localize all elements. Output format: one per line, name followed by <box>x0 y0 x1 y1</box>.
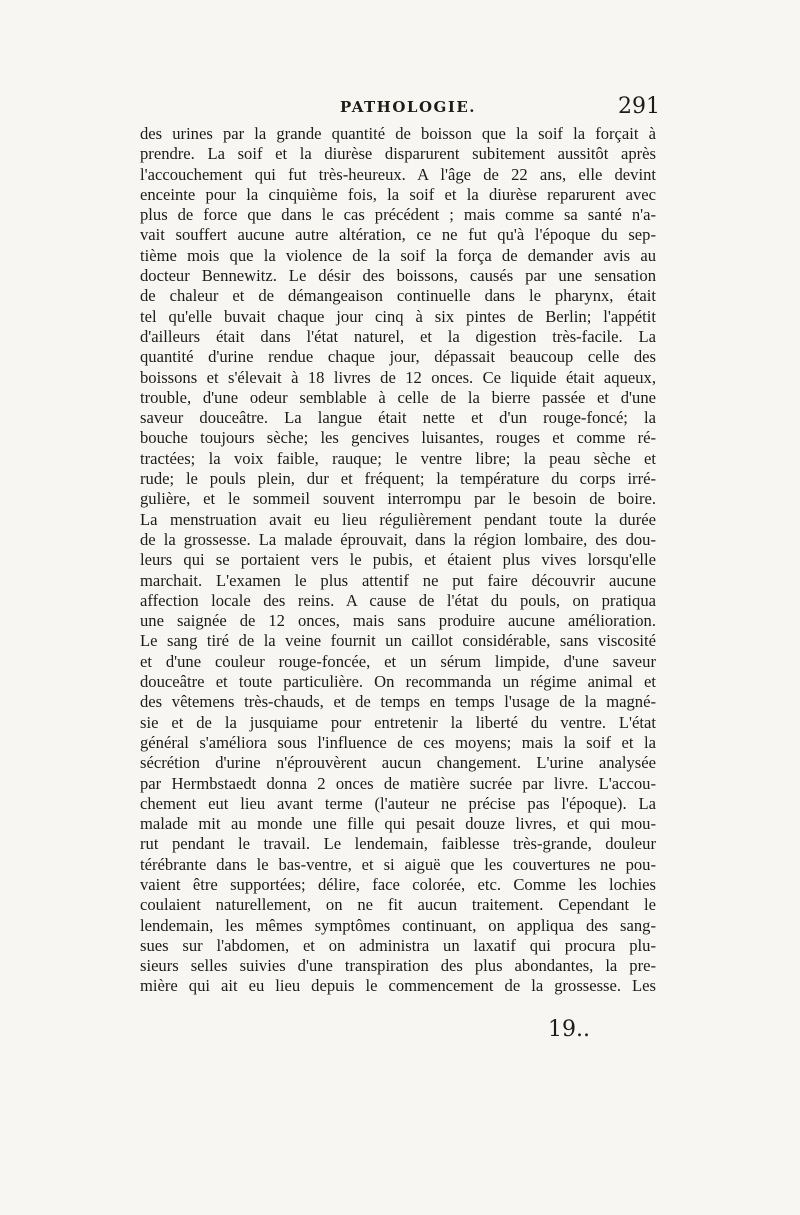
text-line: bouche toujours sèche; les gencives luisantes, rouges et comme ré- <box>140 428 656 448</box>
text-line: des urines par la grande quantité de boisson que la soif la forçait à <box>140 124 656 143</box>
text-line: La menstruation avait eu lieu régulièrement pendant toute la durée <box>140 509 656 529</box>
page-header <box>140 94 660 124</box>
text-line: docteur Bennewitz. Le désir des boissons, causés par une sensation <box>140 266 656 286</box>
text-line: lendemain, les mêmes symptômes continuant, on appliqua des sang- <box>140 915 656 935</box>
text-line: rut pendant le travail. Le lendemain, faiblesse très-grande, douleur <box>140 834 656 854</box>
text-line: par Hermbstaedt donna 2 onces de matière sucrée par livre. L'accou- <box>140 773 656 793</box>
body-text <box>140 124 656 997</box>
text-line: rude; le pouls plein, dur et fréquent; la température du corps irré- <box>140 469 656 489</box>
text-line: de la grossesse. La malade éprouvait, dans la région lombaire, des dou- <box>140 529 656 549</box>
text-line: saveur douceâtre. La langue était nette et d'un rouge-foncé; la <box>140 408 656 428</box>
text-line: vait souffert aucune autre altération, ce ne fut qu'à l'époque du sep- <box>140 225 656 245</box>
text-line: d'ailleurs était dans l'état naturel, et la digestion très-facile. La <box>140 326 656 346</box>
signature-mark: 19.. <box>548 1017 590 1042</box>
text-line: coulaient naturellement, on ne fit aucun traitement. Cependant le <box>140 895 656 915</box>
text-line: tième mois que la violence de la soif la força de demander avis au <box>140 245 656 265</box>
text-line: douceâtre et toute particulière. On recommanda un régime animal et <box>140 672 656 692</box>
text-line: trouble, d'une odeur semblable à celle de la bierre passée et d'une <box>140 387 656 407</box>
text-line: prendre. La soif et la diurèse disparurent subitement aussitôt après <box>140 144 656 164</box>
text-line: plus de force que dans le cas précédent ; mais comme sa santé n'a- <box>140 205 656 225</box>
text-line: leurs qui se portaient vers le pubis, et étaient plus vives lorsqu'elle <box>140 550 656 570</box>
text-line: sie et de la jusquiame pour entretenir la liberté du ventre. L'état <box>140 712 656 732</box>
text-line: de chaleur et de démangeaison continuelle dans le pharynx, était <box>140 286 656 306</box>
text-line: térébrante dans le bas-ventre, et si aiguë que les couvertures ne pou- <box>140 854 656 874</box>
text-line: marchait. L'examen le plus attentif ne put faire découvrir aucune <box>140 570 656 590</box>
text-line: général s'améliora sous l'influence de ces moyens; mais la soif et la <box>140 732 656 752</box>
text-line: sécrétion d'urine n'éprouvèrent aucun changement. L'urine analysée <box>140 753 656 773</box>
text-line: affection locale des reins. A cause de l'état du pouls, on pratiqua <box>140 590 656 610</box>
text-line: chement eut lieu avant terme (l'auteur ne précise pas l'époque). La <box>140 793 656 813</box>
text-line: et d'une couleur rouge-foncée, et un sérum limpide, d'une saveur <box>140 651 656 671</box>
text-line: une saignée de 12 onces, mais sans produire aucune amélioration. <box>140 611 656 631</box>
text-line: vaient être supportées; délire, face colorée, etc. Comme les lochies <box>140 874 656 894</box>
text-line: sues sur l'abdomen, et on administra un laxatif qui procura plu- <box>140 935 656 955</box>
text-line: sieurs selles suivies d'une transpiration des plus abondantes, la pre- <box>140 956 656 976</box>
text-line: mière qui ait eu lieu depuis le commencement de la grossesse. Les <box>140 976 656 996</box>
text-line: des vêtemens très-chauds, et de temps en temps l'usage de la magné- <box>140 692 656 712</box>
text-line: l'accouchement qui fut très-heureux. A l'âge de 22 ans, elle devint <box>140 164 656 184</box>
text-line: Le sang tiré de la veine fournit un caillot considérable, sans viscosité <box>140 631 656 651</box>
text-line: tel qu'elle buvait chaque jour cinq à six pintes de Berlin; l'appétit <box>140 306 656 326</box>
running-title: PATHOLOGIE. <box>340 98 477 116</box>
text-line: malade mit au monde une fille qui pesait douze livres, et qui mou- <box>140 814 656 834</box>
text-line: boissons et s'élevait à 18 livres de 12 onces. Ce liquide était aqueux, <box>140 367 656 387</box>
text-line: quantité d'urine rendue chaque jour, dépassait beaucoup celle des <box>140 347 656 367</box>
text-line: gulière, et le sommeil souvent interrompu par le besoin de boire. <box>140 489 656 509</box>
text-line: enceinte pour la cinquième fois, la soif et la diurèse reparurent avec <box>140 184 656 204</box>
page-number: 291 <box>618 94 660 119</box>
text-line: tractées; la voix faible, rauque; le ventre libre; la peau sèche et <box>140 448 656 468</box>
